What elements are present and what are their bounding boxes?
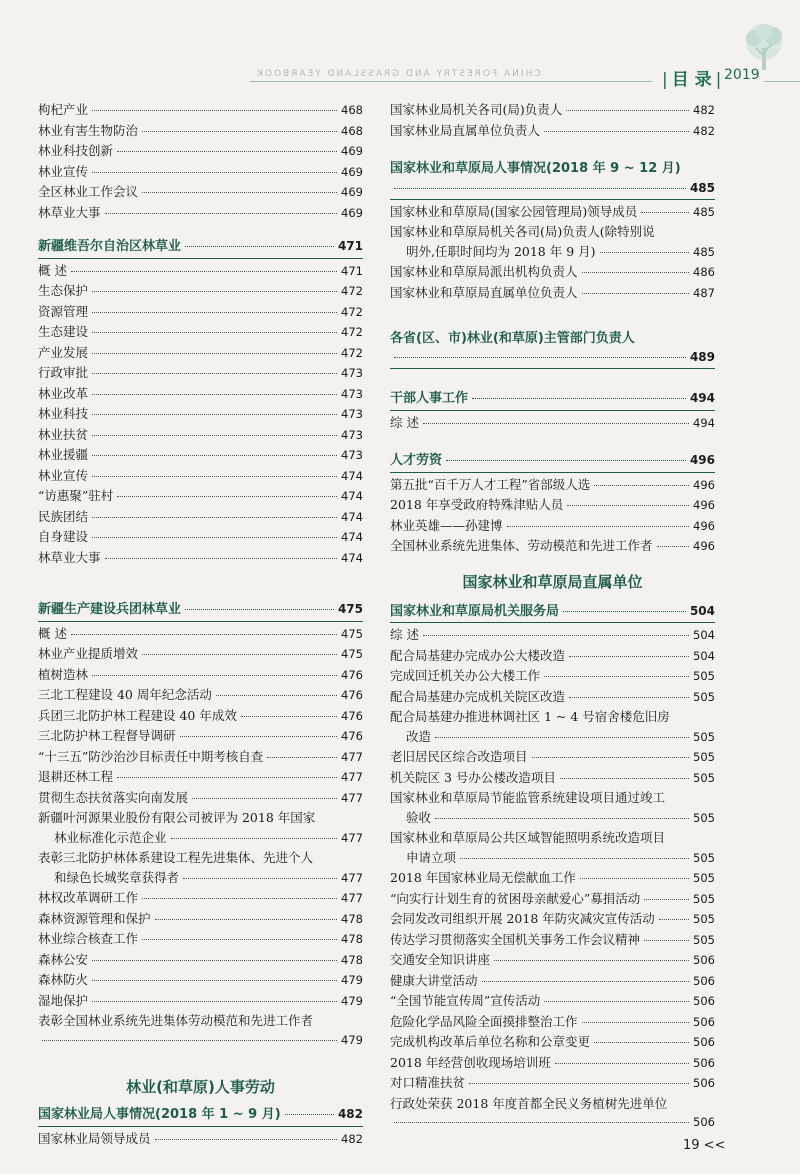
entry-title: “向实行计划生育的贫困母亲献爱心”募捐活动 — [390, 890, 641, 906]
page-ref: 505 — [693, 750, 715, 764]
toc-entry[interactable] — [38, 624, 363, 645]
toc-entry-wrapped[interactable] — [390, 828, 715, 868]
entry-title: 健康大讲堂活动 — [390, 972, 478, 988]
page-ref: 505 — [693, 932, 715, 947]
toc-entry[interactable] — [38, 788, 363, 809]
toc-entry[interactable] — [38, 685, 363, 706]
entry-title: 林业改革 — [38, 385, 89, 401]
entry-title: “访惠聚”驻村 — [38, 488, 114, 503]
page-ref: 473 — [341, 366, 363, 380]
toc-entry[interactable] — [38, 991, 363, 1012]
page-ref: 486 — [693, 265, 715, 279]
toc-entry[interactable] — [38, 466, 363, 487]
toc-entry[interactable] — [38, 203, 363, 224]
entry-title: 完成机构改革后单位名称和公章变更 — [390, 1034, 591, 1049]
entry-title: 自身建设 — [38, 529, 89, 544]
page-ref: 506 — [693, 1035, 715, 1049]
toc-entry[interactable] — [390, 646, 715, 667]
toc-entry[interactable] — [38, 747, 363, 768]
section-renshi-1-9[interactable] — [38, 1103, 363, 1125]
entry-title-cont: 申请立项 — [406, 849, 457, 865]
page-ref: 472 — [341, 325, 363, 339]
entry-title: 生态保护 — [38, 283, 89, 298]
entry-title: 林业有害生物防治 — [38, 122, 139, 138]
toc-entry[interactable] — [38, 281, 363, 302]
entry-title: 完成回迁机关办公大楼工作 — [390, 668, 541, 683]
toc-entry[interactable] — [38, 929, 363, 950]
page-ref: 506 — [693, 1055, 715, 1070]
entry-title: 兵团三北防护林工程建设 40 年成效 — [38, 707, 237, 723]
toc-entry[interactable] — [38, 726, 363, 747]
page-ref: 496 — [693, 477, 715, 492]
entry-title: 枸杞产业 — [38, 102, 89, 117]
page-ref: 485 — [689, 180, 715, 195]
section-title: 干部人事工作 — [390, 391, 469, 406]
toc-entry[interactable] — [390, 413, 715, 434]
section-title: 新疆生产建设兵团林草业 — [38, 602, 182, 617]
toc-entry[interactable] — [38, 384, 363, 405]
page-ref: 506 — [693, 994, 715, 1008]
entry-title: 配合局基建办完成机关院区改造 — [390, 688, 566, 704]
entry-title: 国家林业和草原局直属单位负责人 — [390, 284, 578, 300]
entry-title: 林草业大事 — [38, 204, 101, 220]
header-year: 2019 — [724, 67, 764, 83]
entry-title: 概 述 — [38, 262, 67, 278]
toc-entry[interactable] — [38, 1129, 363, 1150]
entry-title-cont: 林业标准化示范企业 — [54, 829, 167, 845]
entry-title: 林业英雄——孙建博 — [390, 517, 503, 533]
page-ref: 474 — [341, 550, 363, 565]
toc-entry[interactable] — [390, 1073, 715, 1094]
entry-title: 新疆叶河源果业股份有限公司被评为 2018 年国家 — [38, 810, 316, 825]
toc-entry[interactable] — [390, 1053, 715, 1074]
page-ref: 474 — [341, 509, 363, 524]
page-ref: 504 — [693, 648, 715, 663]
toc-entry[interactable] — [390, 475, 715, 496]
page-ref: 496 — [693, 518, 715, 533]
entry-title-cont: 和绿色长城奖章获得者 — [54, 869, 180, 885]
entry-title: 表彰三北防护林体系建设工程先进集体、先进个人 — [38, 850, 314, 865]
entry-title: 机关院区 3 号办公楼改造项目 — [390, 769, 556, 785]
page-ref: 487 — [693, 285, 715, 300]
page-ref: 505 — [693, 770, 715, 785]
running-header — [0, 55, 800, 95]
page-ref: 506 — [693, 1014, 715, 1029]
page-ref: 505 — [693, 871, 715, 885]
section-title: 国家林业和草原局机关服务局 — [390, 603, 560, 619]
entry-title: 退耕还林工程 — [38, 769, 114, 784]
section-bingtuan[interactable] — [38, 598, 363, 620]
toc-entry[interactable] — [38, 404, 363, 425]
toc-entry[interactable] — [38, 121, 363, 142]
entry-title: 综 述 — [390, 414, 419, 430]
page-ref: 478 — [341, 932, 363, 946]
toc-entry-wrapped[interactable] — [390, 707, 715, 747]
page-ref: 506 — [693, 1115, 715, 1129]
header-title: | 目 录 | — [652, 65, 731, 90]
toc-entry[interactable] — [38, 909, 363, 930]
entry-title: 三北防护林工程督导调研 — [38, 728, 176, 743]
entry-title: 林业科技 — [38, 406, 89, 421]
entry-title: 林业产业提质增效 — [38, 646, 139, 661]
section-rencai[interactable] — [390, 449, 715, 471]
entry-title: 第五批“百千万人才工程”省部级人选 — [390, 476, 591, 492]
page-ref: 477 — [341, 891, 363, 905]
toc-entry[interactable] — [390, 950, 715, 971]
entry-title: 林业扶贫 — [38, 426, 89, 442]
entry-title: 老旧居民区综合改造项目 — [390, 749, 528, 764]
entry-title: 综 述 — [390, 627, 419, 642]
entry-title: 湿地保护 — [38, 992, 89, 1008]
page-ref: 474 — [341, 468, 363, 483]
page-ref: 475 — [341, 647, 363, 661]
page-ref: 474 — [341, 530, 363, 544]
entry-title: 产业发展 — [38, 344, 89, 360]
page-ref: 471 — [341, 263, 363, 278]
page-ref: 482 — [693, 103, 715, 117]
page-ref: 472 — [341, 345, 363, 360]
toc-entry[interactable] — [390, 747, 715, 768]
page-ref: 472 — [341, 304, 363, 319]
entry-title: 国家林业和草原局派出机构负责人 — [390, 264, 578, 279]
page-ref: 475 — [337, 602, 363, 616]
page-ref: 472 — [341, 284, 363, 298]
entry-title-cont: 改造 — [406, 728, 432, 744]
toc-entry[interactable] — [38, 363, 363, 384]
entry-title: 行政审批 — [38, 365, 89, 380]
toc-entry[interactable] — [38, 950, 363, 971]
toc-entry[interactable] — [38, 182, 363, 203]
toc-entry[interactable] — [38, 644, 363, 665]
page-number: 19 << — [683, 1138, 726, 1153]
entry-title: 对口精准扶贫 — [390, 1075, 466, 1090]
page-ref: 485 — [693, 204, 715, 219]
page-ref: 479 — [341, 993, 363, 1008]
toc-entry[interactable] — [390, 768, 715, 789]
toc-entry[interactable] — [390, 991, 715, 1012]
page-ref: 479 — [341, 1032, 363, 1047]
page-ref: 485 — [693, 244, 715, 259]
entry-title: 民族团结 — [38, 508, 89, 524]
chapter-heading-zhishu: 国家林业和草原局直属单位 — [462, 572, 643, 591]
page-ref: 477 — [341, 790, 363, 805]
entry-title: 行政处荣获 2018 年度首都全民义务植树先进单位 — [390, 1095, 668, 1111]
tree-logo-icon — [738, 22, 790, 76]
page-ref: 482 — [341, 1131, 363, 1146]
page-ref: 506 — [693, 953, 715, 967]
page-ref: 468 — [341, 123, 363, 138]
entry-title: 交通安全知识讲座 — [390, 952, 491, 967]
entry-title: 全区林业工作会议 — [38, 184, 139, 199]
entry-title: 林业科技创新 — [38, 143, 114, 158]
entry-title: 全国林业系统先进集体、劳动模范和先进工作者 — [390, 538, 653, 553]
page-ref: 478 — [341, 911, 363, 926]
entry-title: 国家林业局领导成员 — [38, 1130, 151, 1146]
page-ref: 496 — [689, 453, 715, 467]
entry-title: “十三五”防沙治沙目标责任中期考核自查 — [38, 748, 264, 764]
toc-entry[interactable] — [38, 706, 363, 727]
entry-title: 贯彻生态扶贫落实向南发展 — [38, 789, 189, 805]
toc-entry[interactable] — [38, 425, 363, 446]
toc-left-column — [38, 100, 363, 1149]
toc-entry[interactable] — [38, 100, 363, 121]
toc-entry[interactable] — [390, 909, 715, 930]
toc-entry[interactable] — [390, 495, 715, 516]
toc-entry[interactable] — [390, 516, 715, 537]
toc-entry-wrapped[interactable] — [390, 1094, 715, 1133]
page-ref: 494 — [689, 391, 715, 405]
toc-entry[interactable] — [38, 162, 363, 183]
page-ref: 473 — [341, 448, 363, 462]
section-title: 人才劳资 — [390, 453, 443, 468]
page-ref: 496 — [693, 539, 715, 553]
page-ref: 477 — [341, 770, 363, 784]
toc-entry[interactable] — [38, 507, 363, 528]
page-ref: 496 — [693, 498, 715, 512]
section-title: 国家林业局人事情况(2018 年 1 ~ 9 月) — [38, 1107, 281, 1122]
section-fuwuju[interactable] — [390, 600, 715, 622]
section-title: 国家林业和草原局人事情况(2018 年 9 ~ 12 月) — [390, 161, 681, 176]
toc-entry-wrapped[interactable] — [38, 1011, 363, 1050]
page-ref: 504 — [693, 628, 715, 642]
entry-title: 概 述 — [38, 625, 67, 641]
page-ref: 474 — [341, 489, 363, 503]
toc-entry[interactable] — [390, 687, 715, 708]
toc-entry[interactable] — [390, 868, 715, 889]
page-ref: 506 — [693, 1076, 715, 1090]
page-ref: 505 — [693, 689, 715, 704]
page-ref: 505 — [693, 850, 715, 865]
entry-title: 林权改革调研工作 — [38, 890, 139, 905]
page-ref: 469 — [341, 185, 363, 199]
entry-title: 传达学习贯彻落实全国机关事务工作会议精神 — [390, 931, 641, 947]
toc-entry[interactable] — [390, 1012, 715, 1033]
toc-entry[interactable] — [390, 971, 715, 992]
entry-title: 国家林业和草原局机关各司(局)负责人(除特别说 — [390, 224, 655, 239]
entry-title: 2018 年经营创收现场培训班 — [390, 1054, 551, 1070]
page-ref: 479 — [341, 973, 363, 987]
entry-title: 森林资源管理和保护 — [38, 910, 151, 926]
toc-entry[interactable] — [38, 665, 363, 686]
toc-entry[interactable] — [390, 121, 715, 142]
entry-title: 危险化学品风险全面摸排整治工作 — [390, 1013, 578, 1029]
toc-entry[interactable] — [38, 888, 363, 909]
page-ref: 473 — [341, 407, 363, 421]
toc-entry[interactable] — [390, 262, 715, 283]
chapter-heading-labor: 林业(和草原)人事劳动 — [126, 1078, 275, 1096]
section-ganbu[interactable] — [390, 387, 715, 409]
page-ref: 469 — [341, 205, 363, 220]
entry-title: 森林防火 — [38, 972, 89, 987]
toc-entry[interactable] — [390, 930, 715, 951]
page-ref: 473 — [341, 427, 363, 442]
page-ref: 482 — [337, 1107, 363, 1121]
toc-entry[interactable] — [390, 283, 715, 304]
section-page-line — [390, 179, 715, 198]
entry-title: 林业宣传 — [38, 467, 89, 483]
toc-entry-wrapped[interactable] — [38, 848, 363, 888]
page-ref: 494 — [693, 415, 715, 430]
entry-title: “全国节能宣传周”宣传活动 — [390, 993, 541, 1008]
page-ref: 489 — [689, 350, 715, 364]
toc-entry[interactable] — [38, 261, 363, 282]
page-ref: 505 — [693, 669, 715, 683]
section-renshi-9-12[interactable] — [390, 157, 715, 179]
toc-right-column — [390, 100, 715, 1133]
page-ref: 469 — [341, 144, 363, 158]
entry-title-cont: 明外,任职时间均为 2018 年 9 月) — [406, 243, 596, 259]
page-ref: 468 — [341, 103, 363, 117]
entry-title: 国家林业和草原局公共区域智能照明系统改造项目 — [390, 830, 666, 845]
page-ref: 477 — [341, 830, 363, 845]
entry-title: 配合局基建办推进林调社区 1 ~ 4 号宿舍楼危旧房 — [390, 709, 670, 724]
toc-entry[interactable] — [38, 527, 363, 548]
page-ref: 476 — [341, 729, 363, 743]
page-ref: 475 — [341, 626, 363, 641]
entry-title: 会同发改司组织开展 2018 年防灾减灾宣传活动 — [390, 911, 655, 926]
toc-entry[interactable] — [38, 322, 363, 343]
entry-title: 资源管理 — [38, 303, 89, 319]
entry-title: 2018 年国家林业局无偿献血工作 — [390, 870, 576, 885]
page-ref: 504 — [689, 603, 715, 618]
toc-entry-wrapped[interactable] — [390, 788, 715, 828]
page-ref: 478 — [341, 952, 363, 967]
toc-entry[interactable] — [38, 486, 363, 507]
page-ref: 505 — [693, 810, 715, 825]
page-ref: 477 — [341, 749, 363, 764]
toc-entry[interactable] — [38, 141, 363, 162]
toc-entry[interactable] — [390, 666, 715, 687]
entry-title: 植树造林 — [38, 666, 89, 682]
entry-title: 三北工程建设 40 周年纪念活动 — [38, 687, 212, 702]
toc-entry-wrapped[interactable] — [390, 222, 715, 262]
entry-title: 国家林业和草原局(国家公园管理局)领导成员 — [390, 203, 638, 219]
page-ref: 476 — [341, 667, 363, 682]
entry-title: 林业综合核查工作 — [38, 931, 139, 946]
entry-title: 生态建设 — [38, 324, 89, 339]
header-faint-text: CHINA FORESTRY AND GRASSLAND YEARBOOK — [255, 69, 541, 79]
entry-title: 国家林业局直属单位负责人 — [390, 122, 541, 138]
page-ref: 473 — [341, 386, 363, 401]
page-ref: 505 — [693, 891, 715, 906]
entry-title: 森林公安 — [38, 951, 89, 967]
toc-entry[interactable] — [390, 1032, 715, 1053]
toc-entry[interactable] — [390, 202, 715, 223]
entry-title-cont: 验收 — [406, 809, 432, 825]
page-ref: 476 — [341, 688, 363, 702]
entry-title: 表彰全国林业系统先进集体劳动模范和先进工作者 — [38, 1013, 314, 1028]
toc-entry[interactable] — [390, 889, 715, 910]
page-ref: 482 — [693, 123, 715, 138]
entry-title: 国家林业和草原局节能监管系统建设项目通过竣工 — [390, 790, 666, 805]
toc-entry[interactable] — [38, 767, 363, 788]
section-title: 新疆维吾尔自治区林草业 — [38, 239, 182, 254]
toc-entry[interactable] — [390, 536, 715, 557]
toc-entry[interactable] — [38, 445, 363, 466]
toc-entry[interactable] — [38, 343, 363, 364]
toc-entry[interactable] — [390, 625, 715, 646]
entry-title: 林业援疆 — [38, 447, 89, 462]
section-title: 各省(区、市)林业(和草原)主管部门负责人 — [390, 331, 635, 346]
page-ref: 505 — [693, 912, 715, 926]
entry-title: 国家林业局机关各司(局)负责人 — [390, 102, 563, 117]
entry-title: 配合局基建办完成办公大楼改造 — [390, 647, 566, 663]
page-ref: 505 — [693, 729, 715, 744]
page-ref: 506 — [693, 973, 715, 988]
page-ref: 471 — [337, 239, 363, 253]
toc-entry[interactable] — [38, 970, 363, 991]
toc-entry-wrapped[interactable] — [38, 808, 363, 848]
toc-entry[interactable] — [38, 302, 363, 323]
page-ref: 476 — [341, 708, 363, 723]
entry-title: 2018 年享受政府特殊津贴人员 — [390, 497, 564, 512]
section-provinces[interactable] — [390, 329, 715, 348]
entry-title: 林草业大事 — [38, 549, 101, 565]
page-ref: 469 — [341, 164, 363, 179]
section-xinjiang[interactable] — [38, 235, 363, 257]
entry-title: 林业宣传 — [38, 163, 89, 179]
toc-entry[interactable] — [38, 548, 363, 569]
page-ref: 477 — [341, 870, 363, 885]
toc-entry[interactable] — [390, 100, 715, 121]
